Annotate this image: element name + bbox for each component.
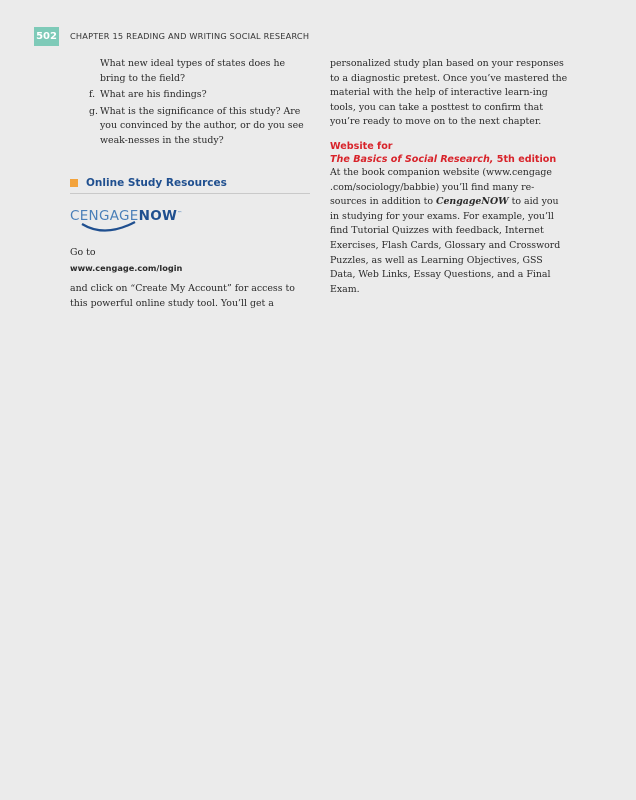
question-text: What are his findings? [100, 89, 207, 101]
chapter-title: CHAPTER 15 READING AND WRITING SOCIAL RESEARCH [70, 31, 310, 41]
login-link[interactable]: www.cengage.com/login [70, 262, 183, 273]
after-text: and click on “Create My Account” for access to this powerful online study tool. You’ll get a [70, 283, 295, 309]
question-text: What is the significance of this study? Are you convinced by the author, or do you see weak-nesses in the study? [100, 105, 304, 146]
goto-text: Go to [70, 247, 96, 259]
cengagenow-logo: CENGAGENOW™ [70, 206, 310, 242]
square-bullet-icon [70, 179, 78, 187]
swoosh-icon [80, 220, 140, 236]
brand-name: CengageNOW [436, 196, 509, 208]
question-f [89, 88, 310, 103]
continuation-paragraph: personalized study plan based on your responses to a diagnostic pretest. Once you’ve mastered the material with the help of interactive learn-ing tools, you can take a posttest to confirm that you’re ready to move on to the next chapter. [330, 58, 568, 128]
left-column [70, 57, 310, 312]
question-g [89, 105, 310, 149]
page-header [34, 27, 624, 46]
question-letter: f. [89, 89, 96, 101]
online-resources-heading: Online Study Resources [70, 176, 310, 195]
right-column [330, 57, 570, 297]
page-number: 502 [34, 27, 59, 46]
question-letter: g. [89, 105, 98, 117]
website-paragraph: At the book companion website (www.cengage .com/sociology/babbie) you’ll find many re-sources in addition to CengageNOW to aid you in studying for your exams. For example, you’ll find Tutorial Quizzes with feedback, Internet Exercises, Flash Cards, Glossary and Crossword Puzzles, as well as Learning Objectives, GSS Data, Web Links, Essay Questions, and a Final Exam. [330, 166, 561, 295]
website-heading: Website for The Basics of Social Research, 5th edition [330, 140, 557, 165]
question-list [70, 57, 310, 149]
question-e-continuation: What new ideal types of states does he bring to the field? [100, 58, 286, 84]
